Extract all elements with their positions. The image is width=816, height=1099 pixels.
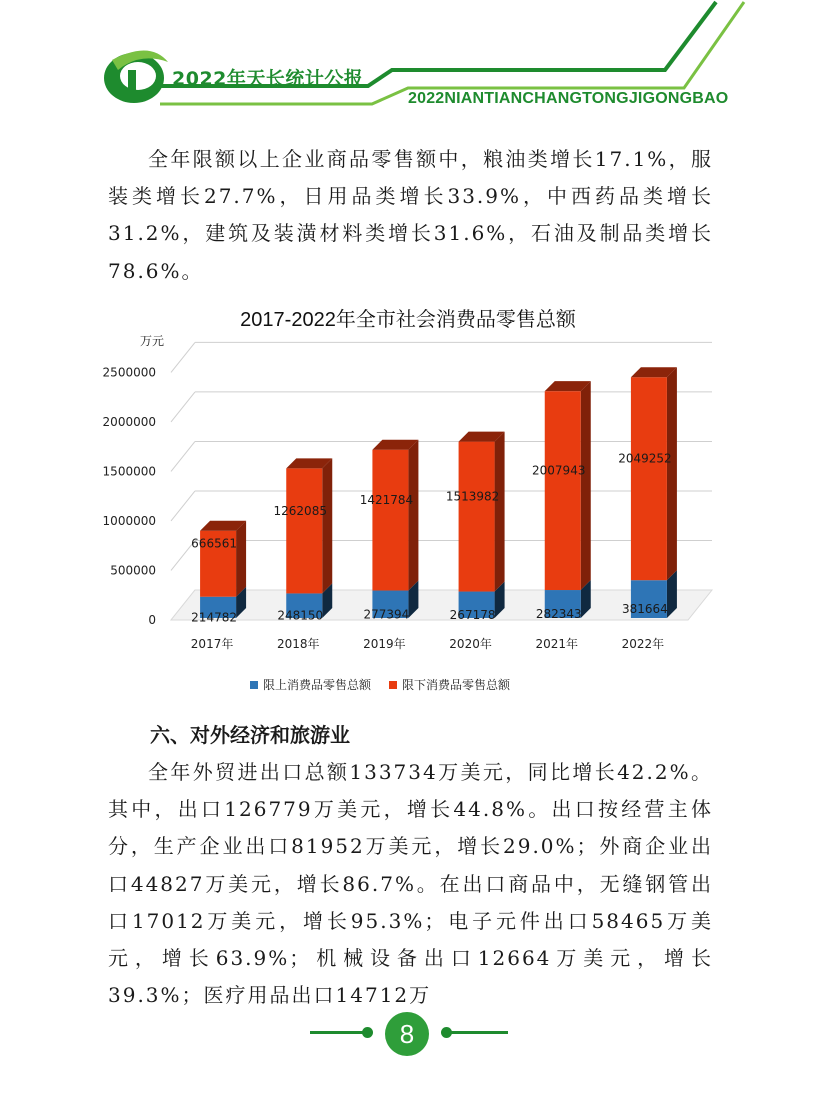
gridline-depth [171,441,195,471]
legend-swatch-red [389,681,397,689]
bar-side [667,367,677,580]
x-tick-label: 2019年 [363,637,406,651]
y-tick-label: 0 [148,613,156,627]
y-tick-label: 1500000 [102,464,156,479]
gridline-depth [171,392,195,422]
chart-title: 2017-2022年全市社会消费品零售总额 [240,309,576,331]
x-tick-label: 2021年 [535,637,579,651]
retail-paragraph: 全年限额以上企业商品零售额中，粮油类增长17.1%，服装类增长27.7%，日用品类增长33.9%，中西药品类增长31.2%，建筑及装潢材料类增长31.6%，石油及制品类增长78.6%。 [108,147,713,283]
footer-dot-left [362,1027,373,1038]
legend-label-above-quota: 限上消费品零售总额 [263,678,372,692]
gridline-depth [171,491,195,521]
data-label: 214782 [191,610,237,625]
bar-side [408,440,418,591]
bar-segment [372,450,408,591]
footer-line-right [448,1031,508,1034]
data-label: 248150 [277,608,324,623]
page-header [0,0,816,115]
data-label: 2007943 [532,463,586,478]
legend-item-above-quota [250,676,371,693]
footer-line-left [310,1031,370,1034]
y-tick-label: 1000000 [102,513,156,528]
data-label: 267178 [449,607,496,622]
data-label: 381664 [622,602,668,617]
gridline-depth [171,342,195,372]
foreign-trade-paragraph: 全年外贸进出口总额133734万美元，同比增长42.2%。其中，出口126779万美元，增长44.8%。出口按经营主体分，生产企业出口81952万美元，增长29.0%；外商企业出口44827万美元，增长86.7%。在出口商品中，无缝钢管出口17012万美元，增长95.3%；电子元件出口58465万美元，增长63.9%；机械设备出口12664万美元，增长39.3%；医疗用品出口14712万 [108,760,713,1008]
header-title-cn: 2022年天长统计公报 [172,68,364,90]
bar-segment [545,391,581,590]
x-tick-label: 2017年 [190,637,234,651]
x-tick-label: 2020年 [449,637,492,651]
y-tick-label: 2500000 [102,365,156,380]
data-label: 666561 [191,536,237,551]
data-label: 2049252 [618,451,672,466]
data-label: 1513982 [445,489,500,504]
stacked-bar-chart [0,340,816,670]
x-tick-label: 2018年 [276,637,320,651]
page-number: 8 [385,1012,429,1056]
y-tick-label: 500000 [110,563,156,578]
section-title: 六、对外经济和旅游业 [150,723,350,747]
bar-segment [631,377,667,580]
logo-icon [104,50,168,103]
data-label: 1421784 [359,493,414,508]
chart-legend [250,676,510,693]
legend-label-below-quota: 限下消费品零售总额 [402,678,511,692]
bar-side [581,381,591,590]
legend-swatch-blue [250,681,258,689]
y-axis-unit-label: 万元 [140,334,165,348]
data-label: 277394 [363,607,410,622]
bar-segment [459,442,495,592]
legend-item-below-quota [389,676,510,693]
bar-side [495,432,505,592]
data-label: 1262085 [273,503,327,518]
bar-side [322,458,332,593]
bar-segment [286,468,322,593]
x-tick-label: 2022年 [621,637,665,651]
y-tick-label: 2000000 [102,414,156,429]
header-title-en: 2022NIANTIANCHANGTONGJIGONGBAO [408,90,729,107]
bar-side [236,521,246,597]
data-label: 282343 [535,607,582,622]
